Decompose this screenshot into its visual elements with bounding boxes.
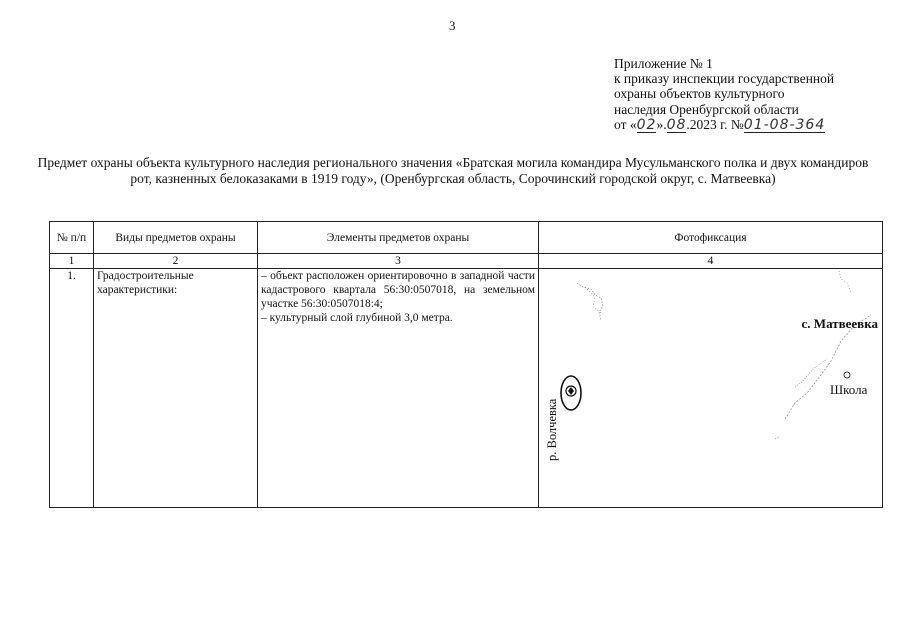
appendix-line-2: к приказу инспекции государственной — [614, 71, 835, 87]
header-elements: Элементы предметов охраны — [258, 222, 539, 254]
school-label: Школа — [830, 382, 868, 397]
column-number-1: 1 — [50, 254, 94, 269]
appendix-line-4: наследия Оренбургской области — [614, 101, 799, 117]
row-number: 1. — [50, 269, 94, 508]
header-number: № п/п — [50, 222, 94, 254]
appendix-line-1: Приложение № 1 — [614, 56, 713, 71]
protection-subject-table — [49, 221, 883, 508]
header-types: Виды предметов охраны — [94, 222, 258, 254]
element-location: – объект расположен ориентировочно в западной части кадастрового квартала 56:30:0507018, на земельном участке 56:30:0507018:4; — [261, 270, 535, 310]
document-title: Предмет охраны объекта культурного наследия регионального значения «Братская могила командира Мусульманского полка и двух командиров рот, казненных белоказаками в 1919 году», (Оренбургская область, Сорочинский городской округ, с. Матвеевка) — [37, 155, 869, 186]
column-number-row — [50, 254, 883, 269]
handwritten-month: 08 — [666, 116, 687, 133]
table-row — [50, 269, 883, 508]
handwritten-order-number: 01-08-364 — [743, 116, 826, 133]
page-number: 3 — [449, 18, 456, 33]
monument-pin-icon — [561, 376, 581, 410]
appendix-header — [614, 56, 834, 133]
handwritten-day: 02 — [636, 116, 657, 133]
element-cultural-layer: – культурный слой глубиной 3,0 метра. — [261, 312, 453, 324]
header-photo: Фотофиксация — [539, 222, 883, 254]
row-elements — [258, 269, 539, 508]
appendix-line-3: охраны объектов культурного — [614, 86, 785, 102]
table-header-row — [50, 222, 883, 254]
column-number-4: 4 — [539, 254, 883, 269]
column-number-3: 3 — [258, 254, 539, 269]
school-marker — [844, 372, 850, 378]
village-label: с. Матвеевка — [801, 316, 878, 331]
appendix-date-line — [614, 117, 834, 133]
river-label: р. Волчевка — [545, 398, 559, 461]
year-text: .2023 г. № — [686, 116, 744, 132]
row-type: Градостроительные характеристики: — [94, 269, 258, 508]
date-mid: ». — [656, 116, 667, 132]
date-prefix: от « — [614, 116, 637, 132]
column-number-2: 2 — [94, 254, 258, 269]
photo-fixation-map — [539, 269, 883, 508]
